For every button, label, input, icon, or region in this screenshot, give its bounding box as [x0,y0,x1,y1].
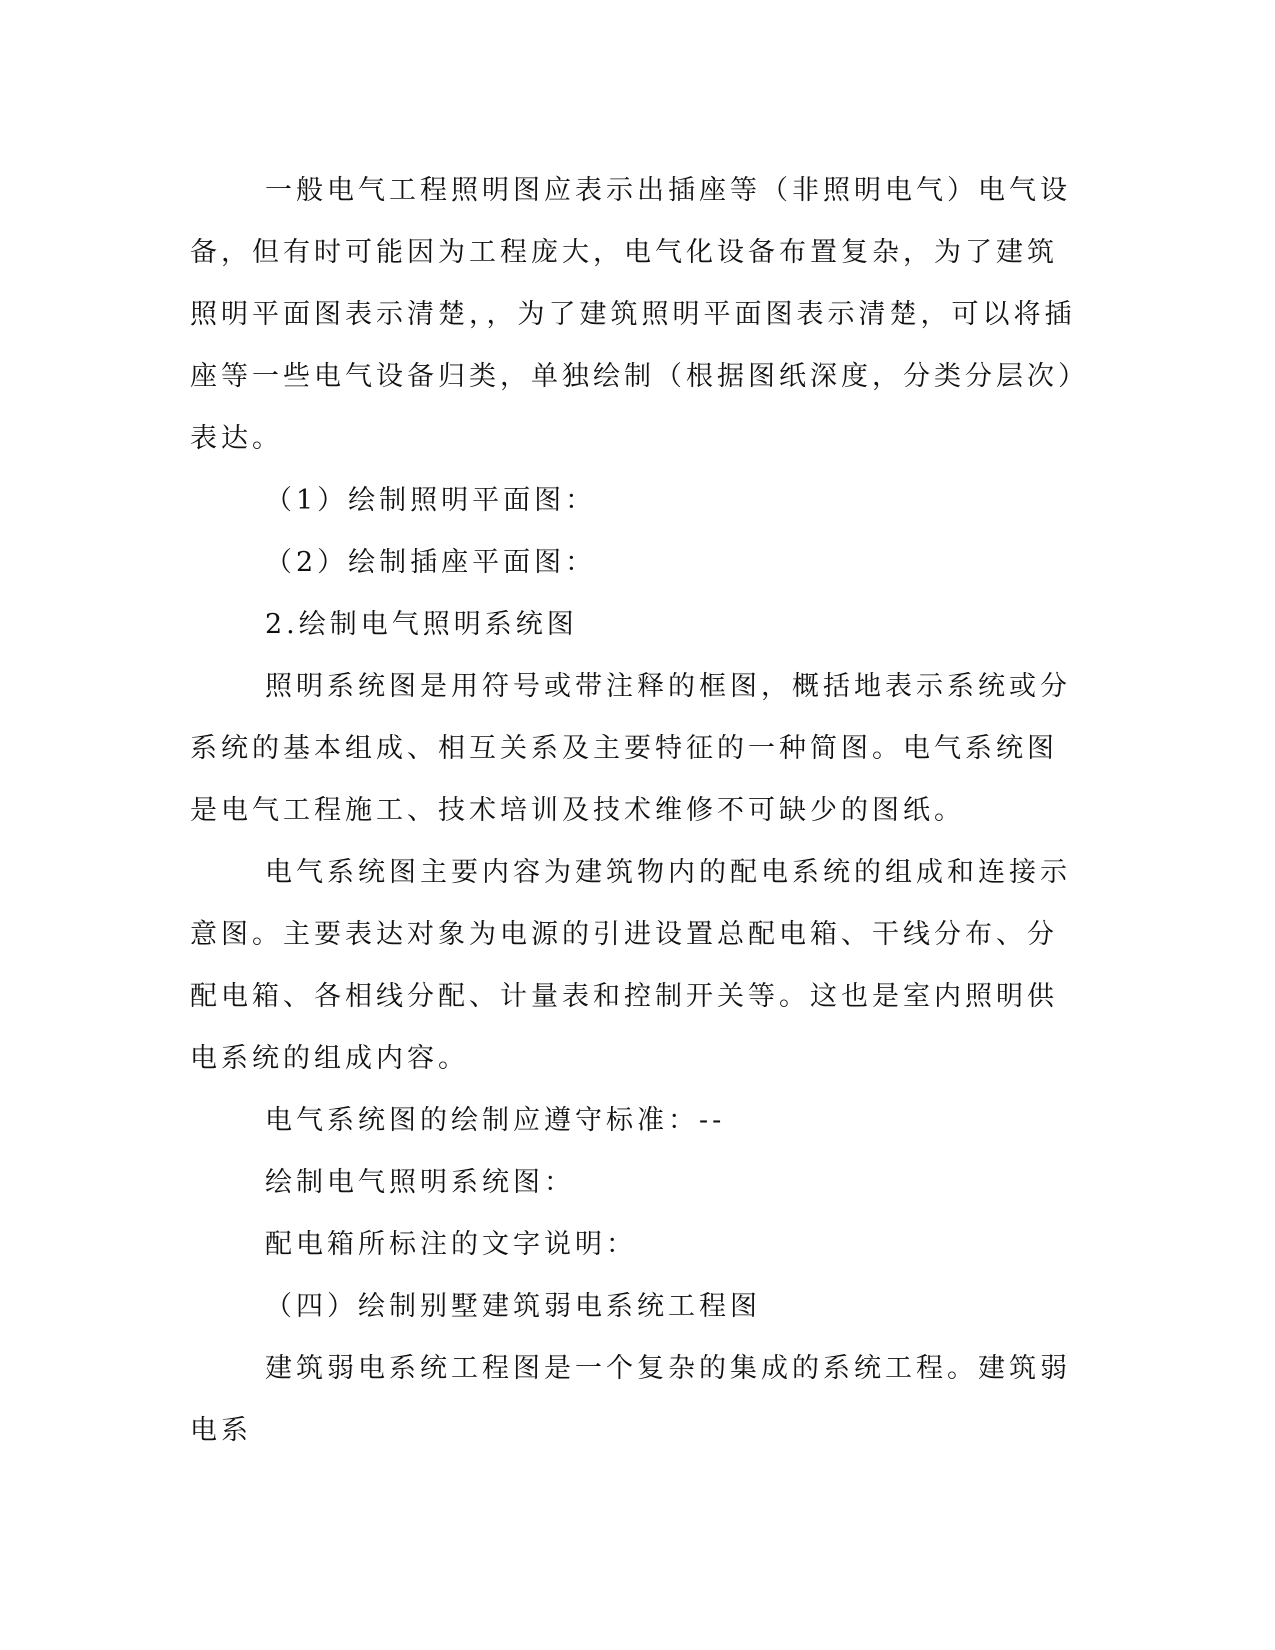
paragraph-weak-current-intro: 建筑弱电系统工程图是一个复杂的集成的系统工程。建筑弱电系 [190,1353,1071,1446]
list-item-socket-plan: （2）绘制插座平面图： [265,547,597,578]
paragraph-distribution-box-notes: 配电箱所标注的文字说明： [265,1229,637,1260]
section-heading-weak-current: （四）绘制别墅建筑弱电系统工程图 [265,1291,761,1322]
paragraph-system-diagram-content: 电气系统图主要内容为建筑物内的配电系统的组成和连接示意图。主要表达对象为电源的引进设置总配电箱、干线分布、分配电箱、各相线分配、计量表和控制开关等。这也是室内照明供电系统的组成内容。 [190,857,1071,1074]
paragraph-drawing-standard: 电气系统图的绘制应遵守标准：-- [265,1105,726,1136]
list-item-lighting-plan: （1）绘制照明平面图： [265,485,597,516]
paragraph-lighting-system-definition: 照明系统图是用符号或带注释的框图，概括地表示系统或分系统的基本组成、相互关系及主要特征的一种简图。电气系统图是电气工程施工、技术培训及技术维修不可缺少的图纸。 [190,671,1071,826]
paragraph-lighting-plan-intro: 一般电气工程照明图应表示出插座等（非照明电气）电气设备，但有时可能因为工程庞大，电气化设备布置复杂，为了建筑照明平面图表示清楚，，为了建筑照明平面图表示清楚，可以将插座等一些电气设备归类，单独绘制（根据图纸深度，分类分层次）表达。 [190,175,1076,454]
document-body [190,160,1080,1462]
section-heading-lighting-system: 2.绘制电气照明系统图 [265,609,578,640]
paragraph-draw-lighting-system: 绘制电气照明系统图： [265,1167,575,1198]
